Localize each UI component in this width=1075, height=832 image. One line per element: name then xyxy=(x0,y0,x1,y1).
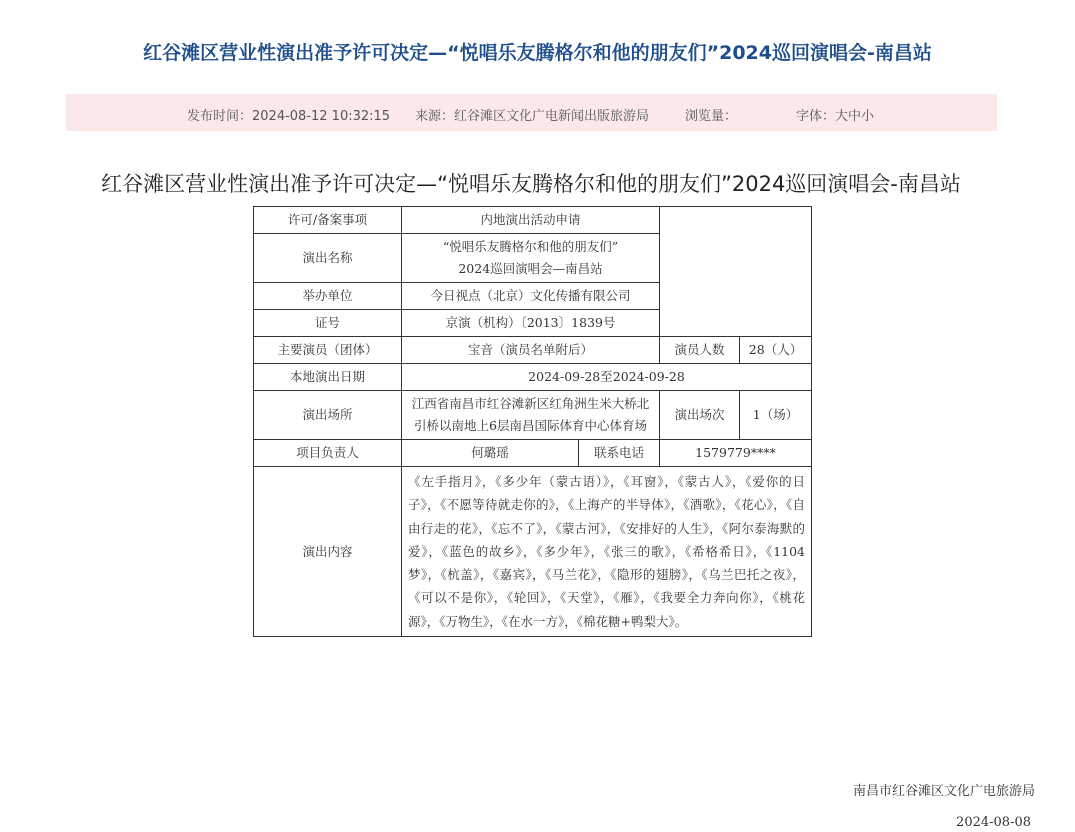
empty-cell xyxy=(660,207,812,337)
manager-value: 何璐瑶 xyxy=(402,440,579,467)
performers-value: 宝音（演员名单附后） xyxy=(402,337,660,364)
organizer-label: 举办单位 xyxy=(254,283,402,310)
date-label: 本地演出日期 xyxy=(254,364,402,391)
show-name-value xyxy=(402,234,660,283)
phone-value: 1579779**** xyxy=(660,440,812,467)
issuer-signature: 南昌市红谷滩区文化广电旅游局 xyxy=(852,784,1035,799)
table-row xyxy=(254,364,812,391)
item-value: 内地演出活动申请 xyxy=(402,207,660,234)
venue-label: 演出场所 xyxy=(254,391,402,440)
license-info-table xyxy=(253,206,812,637)
date-value: 2024-09-28至2024-09-28 xyxy=(402,364,812,391)
content-label: 演出内容 xyxy=(254,467,402,637)
license-value: 京演（机构）〔2013〕1839号 xyxy=(402,310,660,337)
item-label: 许可/备案事项 xyxy=(254,207,402,234)
organizer-value: 今日视点（北京）文化传播有限公司 xyxy=(402,283,660,310)
publish-time: 发布时间：2024-08-12 10:32:15 xyxy=(187,109,391,124)
performers-label: 主要演员（团体） xyxy=(254,337,402,364)
manager-label: 项目负责人 xyxy=(254,440,402,467)
view-count: 浏览量： xyxy=(685,109,738,124)
phone-label: 联系电话 xyxy=(579,440,660,467)
table-row xyxy=(254,337,812,364)
performer-count-label: 演员人数 xyxy=(660,337,740,364)
show-name-line2: 2024巡回演唱会—南昌站 xyxy=(458,261,603,276)
sessions-label: 演出场次 xyxy=(660,391,740,440)
show-name-line1: “悦唱乐友腾格尔和他的朋友们” xyxy=(442,239,619,254)
issue-date: 2024-08-08 xyxy=(956,815,1031,830)
table-row xyxy=(254,467,812,637)
article-meta-bar xyxy=(66,94,997,131)
sessions-value: 1（场） xyxy=(740,391,812,440)
license-label: 证号 xyxy=(254,310,402,337)
table-row xyxy=(254,207,812,234)
show-name-label: 演出名称 xyxy=(254,234,402,283)
table-row xyxy=(254,440,812,467)
performer-count-value: 28（人） xyxy=(740,337,812,364)
font-size-switcher[interactable]: 字体：大中小 xyxy=(796,109,875,124)
content-value: 《左手指月》，《多少年（蒙古语）》，《耳窗》，《蒙古人》，《爱你的日子》，《不愿等待就走你的》，《上海产的半导体》，《酒歌》，《花心》，《自由行走的花》，《忘不了》，《蒙古河》，《安排好的人生》，《阿尔泰海默的爱》，《蓝色的故乡》，《多少年》，《张三的歌》，《希格希日》，《1104梦》，《杭盖》，《嘉宾》，《马兰花》，《隐形的翅膀》，《乌兰巴托之夜》，《可以不是你》，《轮回》，《天堂》，《雁》，《我要全力奔向你》，《桃花源》，《万物生》，《在水一方》，《棉花糖+鸭梨大》。 xyxy=(402,467,812,637)
article-title: 红谷滩区营业性演出准予许可决定—“悦唱乐友腾格尔和他的朋友们”2024巡回演唱会-南昌站 xyxy=(101,172,961,196)
page-title: 红谷滩区营业性演出准予许可决定—“悦唱乐友腾格尔和他的朋友们”2024巡回演唱会-南昌站 xyxy=(143,42,932,64)
venue-value: 江西省南昌市红谷滩新区红角洲生米大桥北引桥以南地上6层南昌国际体育中心体育场 xyxy=(402,391,660,440)
table-row xyxy=(254,391,812,440)
source-label: 来源：红谷滩区文化广电新闻出版旅游局 xyxy=(415,109,650,124)
